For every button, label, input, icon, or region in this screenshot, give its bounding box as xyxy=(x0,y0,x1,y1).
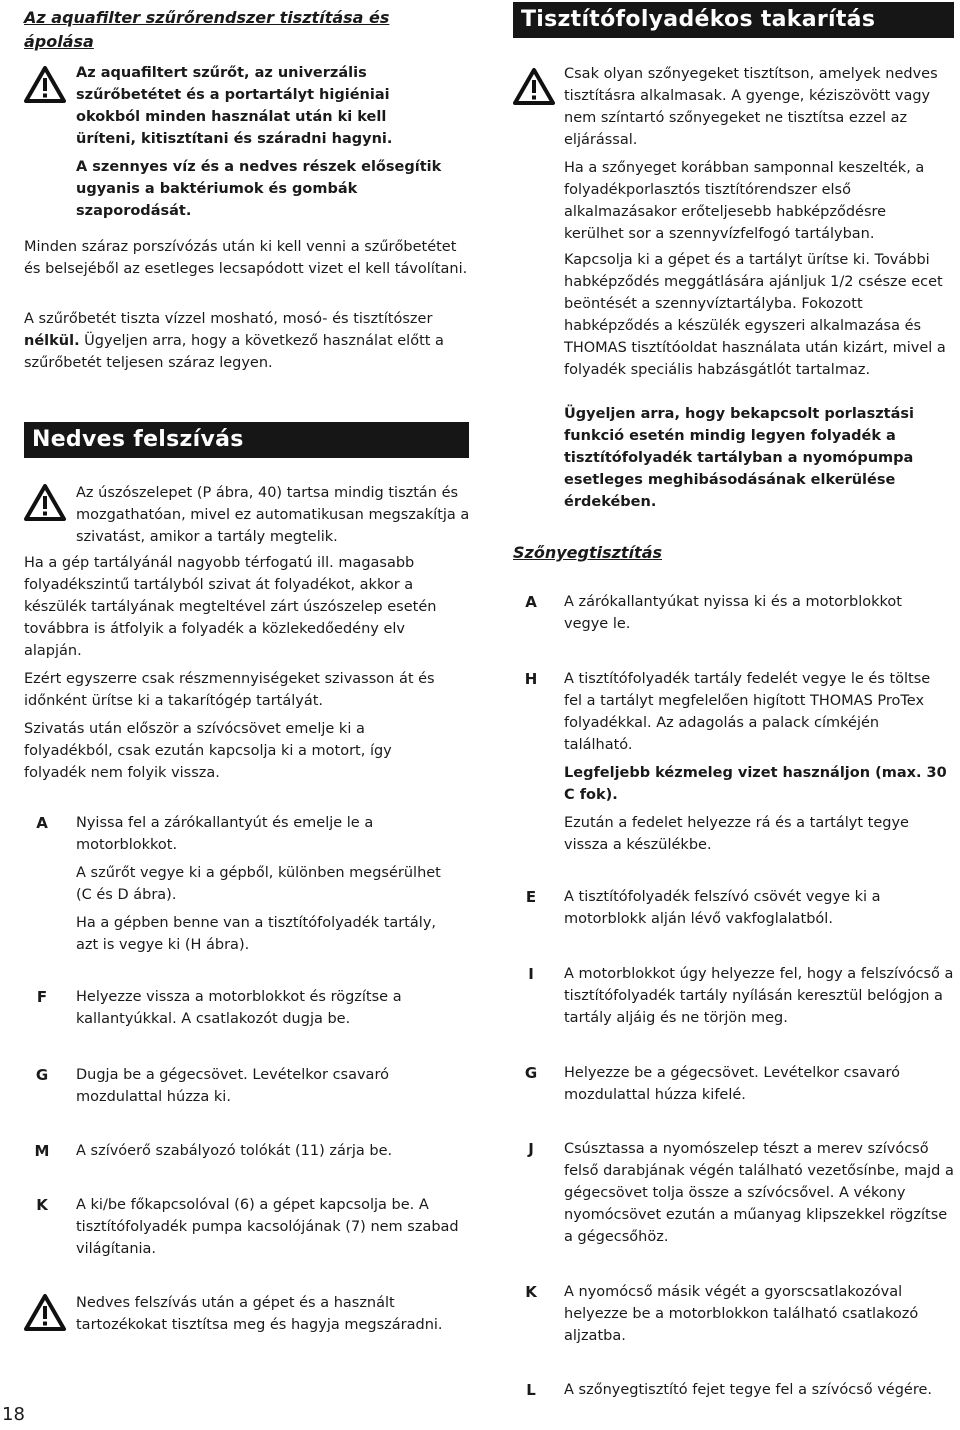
step-letter-i: I xyxy=(528,965,534,983)
warning-triangle-icon xyxy=(513,68,555,106)
wet-vacuum-banner: Nedves felszívás xyxy=(24,422,469,458)
step-letter-a: A xyxy=(525,593,537,611)
wet-paragraph-1: Ha a gép tartályánál nagyobb térfogatú ill. magasabb folyadékszintű tartályból szivat át folyadékot, akkor a készülék tartályának megteltével zárt úszószelep esetén továbbra is átfolyik a folyadék a közlekedőedény elv alapján. xyxy=(24,555,437,659)
aquafilter-warning xyxy=(76,62,448,222)
step-letter-k: K xyxy=(36,1196,48,1214)
aquafilter-warning-text: Az aquafiltert szűrőt, az univerzális szűrőbetétet és a portartályt higiéniai okokból minden használat után ki kell üríteni, kitisztítani és száradni hagyni. xyxy=(76,65,393,147)
step-letter-g: G xyxy=(35,1066,49,1084)
carpet-step-l: A szőnyegtisztító fejet tegye fel a szívócső végére. xyxy=(564,1382,933,1398)
warning-triangle-icon xyxy=(24,66,66,104)
carpet-step-i: A motorblokkot úgy helyezze fel, hogy a felszívócső a tisztítófolyadék tartály nyílásán keresztül belógjon a tartály aljáig és ne törjön meg. xyxy=(564,966,954,1026)
step-a: Nyissa fel a zárókallantyút és emelje le a motorblokkot. A szűrőt vegye ki a gépből, különben megsérülhet (C és D ábra). Ha a gépben benne van a tisztítófolyadék tartály, azt is vegye ki (H ábra). xyxy=(76,815,441,953)
carpet-cleaning-heading: Szőnyegtisztítás xyxy=(513,543,663,562)
step-f: Helyezze vissza a motorblokkot és rögzítse a kallantyúkkal. A csatlakozót dugja be. xyxy=(76,989,402,1027)
wet-paragraph-3: Szivatás után először a szívócsövet emelje ki a folyadékból, csak ezután kapcsolja ki a motort, így folyadék nem folyik vissza. xyxy=(24,721,392,781)
step-letter-e: E xyxy=(525,888,537,906)
aquafilter-paragraph-2: A szűrőbetét tiszta vízzel mosható, mosó- és tisztítószer nélkül. Ügyeljen arra, hogy a következő használat előtt a szűrőbetét teljesen száraz legyen. xyxy=(24,311,444,371)
carpet-step-a: A zárókallantyúkat nyissa ki és a motorblokkot vegye le. xyxy=(564,594,902,632)
aquafilter-paragraph-1: Minden száraz porszívózás után ki kell venni a szűrőbetétet és belsejéből az esetleges lecsapódott vizet el kell távolítani. xyxy=(24,239,468,277)
step-letter-j: J xyxy=(528,1140,534,1158)
carpet-step-h: A tisztítófolyadék tartály fedelét vegye le és töltse fel a tartályt megfelelően higított THOMAS ProTex folyadékkal. Az adagolás a palack címkéjén található. Legfeljebb kézmeleg vizet használjon (max. 30 C fok). Ezután a fedelet helyezze rá és a tartályt tegye vissza a készülékbe. xyxy=(564,671,947,853)
step-letter-f: F xyxy=(36,988,48,1006)
wet-paragraph-2: Ezért egyszerre csak részmennyiségeket szivasson át és időnként ürítse ki a takarítógép tartályát. xyxy=(24,671,435,709)
wet-warning-text: Az úszószelepet (P ábra, 40) tartsa mindig tisztán és mozgathatóan, mivel ez automatikusan megszakítja a szivatást, amikor a tartály megtelik. xyxy=(76,485,470,545)
step-letter-h: H xyxy=(524,670,538,688)
aquafilter-heading: Az aquafilter szűrőrendszer tisztítása és ápolása xyxy=(24,8,390,51)
step-g: Dugja be a gégecsövet. Levételkor csavaró mozdulattal húzza ki. xyxy=(76,1067,389,1105)
carpet-step-e: A tisztítófolyadék felszívó csövét vegye ki a motorblokk alján lévő vakfoglalatból. xyxy=(564,889,881,927)
step-m: A szívóerő szabályozó tolókát (11) zárja be. xyxy=(76,1143,393,1159)
page-number: 18 xyxy=(2,1404,25,1425)
carpet-suitability-warning: Csak olyan szőnyegeket tisztítson, amelyek nedves tisztításra alkalmasak. A gyenge, kéziszövött vagy nem színtartó szőnyegeket ne tisztítsa ezzel az eljárással. xyxy=(564,66,938,148)
pump-liquid-notice: Ügyeljen arra, hogy bekapcsolt porlasztási funkció esetén mindig legyen folyadék a tisztítófolyadék tartályban a nyomópumpa esetleges meghibásodásának elkerülése érdekében. xyxy=(564,406,914,510)
step-letter-k: K xyxy=(525,1283,537,1301)
shampoo-foam-paragraph: Ha a szőnyeget korábban samponnal keszelték, a folyadékporlasztós tisztítórendszer első alkalmazásakor erőteljesebb habképződésre kerülhet sor a szennyvízfelfogó tartályban. xyxy=(564,160,925,242)
warning-triangle-icon xyxy=(24,1294,66,1332)
warning-triangle-icon xyxy=(24,484,66,522)
aquafilter-warning-text-2: A szennyes víz és a nedves részek elősegítik ugyanis a baktériumok és gombák szaporodását. xyxy=(76,159,442,219)
step-letter-g: G xyxy=(524,1064,538,1082)
carpet-step-k: A nyomócső másik végét a gyorscsatlakozóval helyezze be a motorblokkon található csatlakozó aljzatba. xyxy=(564,1284,919,1344)
step-letter-a: A xyxy=(36,814,48,832)
step-letter-m: M xyxy=(34,1142,50,1160)
final-warning-text: Nedves felszívás után a gépet és a használt tartozékokat tisztítsa meg és hagyja megszáradni. xyxy=(76,1295,443,1333)
carpet-step-g: Helyezze be a gégecsövet. Levételkor csavaró mozdulattal húzza kifelé. xyxy=(564,1065,900,1103)
cleaning-liquid-banner: Tisztítófolyadékos takarítás xyxy=(513,2,954,38)
carpet-step-j: Csúsztassa a nyomószelep tészt a merev szívócső felső darabjának végén található vezetősínbe, majd a gégecsövet tolja össze a szívócsővel. A vékony nyomócsövet ezután a műanyag klipszekkel rögzítse a gégecsőhöz. xyxy=(564,1141,954,1245)
step-letter-l: L xyxy=(526,1381,536,1399)
step-k: A ki/be főkapcsolóval (6) a gépet kapcsolja be. A tisztítófolyadék pumpa kacsolójának (7) nem szabad világítania. xyxy=(76,1197,459,1257)
foam-prevention-paragraph: Kapcsolja ki a gépet és a tartályt ürítse ki. További habképződés meggátlására ajánljuk 1/2 csésze ecet beöntését a szennyvíztartályba. Fokozott habképződés a készülék egyszeri alkalmazása és THOMAS tisztítóoldat használata után kizárt, mivel a folyadék speciális habzásgátlót tartalmaz. xyxy=(564,252,946,378)
